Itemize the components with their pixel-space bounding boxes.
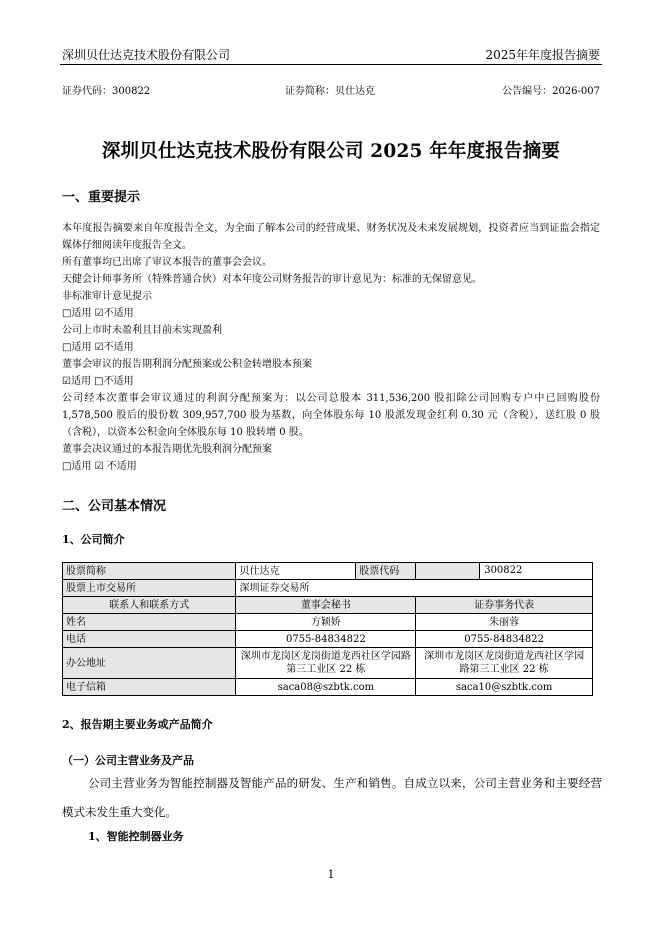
note-line: 天健会计师事务所（特殊普通合伙）对本年度公司财务报告的审计意见为：标准的无保留意见。 xyxy=(62,274,482,285)
main-business-heading: （一）公司主营业务及产品 xyxy=(62,754,194,767)
note-line: □适用 ☑不适用 xyxy=(62,308,134,319)
header-divider xyxy=(60,64,602,65)
secretary-phone: 0755-84834822 xyxy=(236,631,416,648)
stock-code-cell xyxy=(416,563,593,580)
phone-label: 电话 xyxy=(63,631,236,648)
note-line: 董事会决议通过的本报告期优先股利润分配预案 xyxy=(62,444,272,455)
note-line: 非标准审计意见提示 xyxy=(62,291,152,302)
stock-code-label: 股票代码 xyxy=(356,563,416,580)
secretary-address: 深圳市龙岗区龙岗街道龙西社区学园路第三工业区 22 栋 xyxy=(236,648,416,679)
notice-number: 公告编号：2026-007 xyxy=(502,86,600,97)
stock-abbr-label: 股票简称 xyxy=(63,563,236,580)
contact-label: 联系人和联系方式 xyxy=(63,597,236,614)
table-row xyxy=(63,597,593,614)
important-notes xyxy=(62,220,600,475)
exchange-value: 深圳证券交易所 xyxy=(236,580,593,597)
table-row xyxy=(63,563,593,580)
name-label: 姓名 xyxy=(63,614,236,631)
header-company: 深圳贝仕达克技术股份有限公司 xyxy=(62,48,231,62)
rep-label: 证券事务代表 xyxy=(416,597,593,614)
note-line: 本年度报告摘要来自年度报告全文，为全面了解本公司的经营成果、财务状况及未来发展规划，投资者应当到证监会指定媒体仔细阅读年度报告全文。 xyxy=(62,223,600,251)
note-line: ☑适用 □不适用 xyxy=(62,376,134,387)
section-company-basic-heading: 二、公司基本情况 xyxy=(62,499,167,514)
table-row xyxy=(63,614,593,631)
main-business-paragraph: 公司主营业务为智能控制器及智能产品的研发、生产和销售。自成立以来，公司主营业务和主要经营模式未发生重大变化。 xyxy=(62,776,602,819)
note-line: 公司上市时未盈利且目前未实现盈利 xyxy=(62,325,222,336)
note-line: □适用 ☑ 不适用 xyxy=(62,461,137,472)
note-line: 所有董事均已出席了审议本报告的董事会会议。 xyxy=(62,257,272,268)
table-row xyxy=(63,631,593,648)
rep-name: 朱丽蓉 xyxy=(416,614,593,631)
note-line: 公司经本次董事会审议通过的利润分配预案为：以公司总股本 311,536,200 股扣除公司回购专户中已回购股份 1,578,500 股后的股份数 309,957,700 股为基数，向全体股东每 10 股派发现金红利 0.30 元（含税），送红股 0 股（含税），以资本公积金向全体股东每 10 股转增 0 股。 xyxy=(62,393,600,438)
secretary-email: saca08@szbtk.com xyxy=(236,679,416,696)
security-abbr: 证券简称：贝仕达克 xyxy=(285,86,375,97)
company-profile-table xyxy=(62,562,593,696)
email-label: 电子信箱 xyxy=(63,679,236,696)
controller-business-heading: 1、智能控制器业务 xyxy=(88,830,184,843)
stock-abbr-value: 贝仕达克 xyxy=(236,563,356,580)
table-row xyxy=(63,648,593,679)
stock-code-label-fill xyxy=(416,563,480,579)
note-line: 董事会审议的报告期利润分配预案或公积金转增股本预案 xyxy=(62,359,312,370)
rep-email: saca10@szbtk.com xyxy=(416,679,593,696)
table-row xyxy=(63,580,593,597)
note-line: □适用 ☑不适用 xyxy=(62,342,134,353)
header-report-title: 2025年年度报告摘要 xyxy=(485,48,600,62)
stock-code-value: 300822 xyxy=(484,565,523,576)
exchange-label: 股票上市交易所 xyxy=(63,580,236,597)
table-row xyxy=(63,679,593,696)
secretary-label: 董事会秘书 xyxy=(236,597,416,614)
page-number: 1 xyxy=(327,868,335,881)
security-code: 证券代码：300822 xyxy=(62,86,151,97)
rep-phone: 0755-84834822 xyxy=(416,631,593,648)
document-title: 深圳贝仕达克技术股份有限公司 2025 年年度报告摘要 xyxy=(101,141,561,162)
business-intro-heading: 2、报告期主要业务或产品简介 xyxy=(62,718,213,731)
secretary-name: 方颖娇 xyxy=(236,614,416,631)
rep-address: 深圳市龙岗区龙岗街道龙西社区学园路第三工业区 22 栋 xyxy=(416,648,593,679)
section-important-notes-heading: 一、重要提示 xyxy=(62,190,141,205)
company-profile-heading: 1、公司简介 xyxy=(62,533,125,546)
address-label: 办公地址 xyxy=(63,648,236,679)
